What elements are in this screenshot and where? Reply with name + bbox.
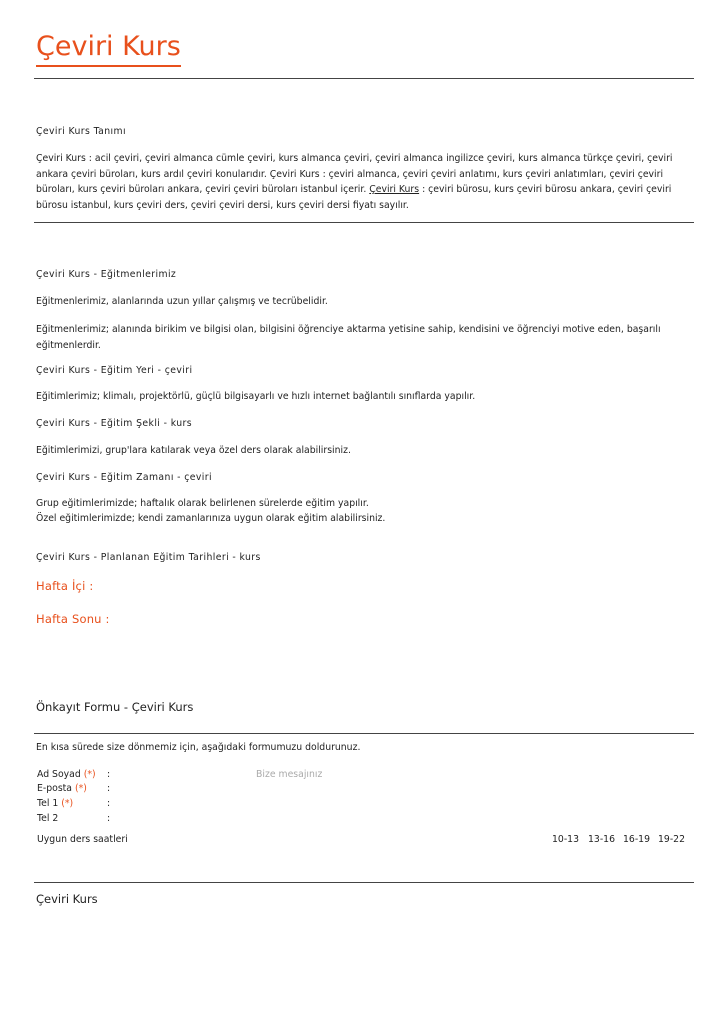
tanim-divider — [34, 222, 694, 223]
form-title: Önkayıt Formu - Çeviri Kurs — [36, 700, 194, 714]
zaman-heading: Çeviri Kurs - Eğitim Zamanı - çeviri — [36, 472, 212, 483]
zaman-line2: Özel eğitimlerimizde; kendi zamanlarınıza uygun olarak eğitim alabilirsiniz. — [36, 513, 386, 524]
yer-heading: Çeviri Kurs - Eğitim Yeri - çeviri — [36, 365, 193, 376]
zaman-line1: Grup eğitimlerimizde; haftalık olarak belirlenen sürelerde eğitim yapılır. — [36, 498, 369, 509]
hafta-ici-label: Hafta İçi : — [36, 579, 94, 593]
tel2-label: Tel 2 — [37, 813, 59, 824]
egitmen-p2: Eğitmenlerimiz; alanında birikim ve bilgisi olan, bilgisini öğrenciye aktarma yetisine sahip, kendisini ve öğrenciyi motive eden, başarılı eğitmenlerdir. — [36, 324, 661, 351]
tanim-text — [36, 151, 686, 213]
tanim-text-before: Çeviri Kurs : acil çeviri, çeviri almanca cümle çeviri, kurs almanca çeviri, çeviri almanca ingilizce çeviri, kurs almanca türkçe çeviri, çeviri ankara çeviri büroları, kurs ardıl çeviri konularıdır. Çeviri Kurs : çeviri almanca, çeviri çeviri anlatımı, kurs çeviri anlatımları, çeviri çeviri büroları, kurs çeviri büroları ankara, çeviri çeviri büroları istanbul içerir. — [36, 153, 673, 195]
hour-option-10-13[interactable]: 10-13 — [552, 834, 580, 845]
hafta-sonu-label: Hafta Sonu : — [36, 612, 110, 626]
ad-soyad-input[interactable] — [118, 768, 248, 780]
egitmen-p1: Eğitmenlerimiz, alanlarında uzun yıllar çalışmış ve tecrübelidir. — [36, 296, 328, 307]
required-mark: (*) — [61, 798, 74, 809]
form-intro: En kısa sürede size dönmemiz için, aşağıdaki formumuzu doldurunuz. — [36, 742, 361, 753]
form-divider — [34, 733, 694, 734]
ceviri-kurs-link[interactable]: Çeviri Kurs — [369, 184, 420, 195]
tel2-input[interactable] — [118, 812, 248, 824]
yer-text: Eğitimlerimiz; klimalı, projektörlü, güçlü bilgisayarlı ve hızlı internet bağlantılı sınıflarda yapılır. — [36, 391, 476, 402]
page-title: Çeviri Kurs — [36, 30, 181, 67]
sekil-heading: Çeviri Kurs - Eğitim Şekli - kurs — [36, 418, 193, 429]
tel1-label: Tel 1 (*) — [37, 798, 74, 809]
hour-option-19-22[interactable]: 19-22 — [658, 834, 686, 845]
hour-option-16-19[interactable]: 16-19 — [623, 834, 651, 845]
tel2-separator: : — [107, 813, 111, 824]
eposta-input[interactable] — [118, 782, 248, 794]
tanim-heading: Çeviri Kurs Tanımı — [36, 126, 126, 137]
tel1-separator: : — [107, 798, 111, 809]
required-mark: (*) — [74, 783, 87, 794]
tel1-input[interactable] — [118, 797, 248, 809]
ad-soyad-separator: : — [107, 769, 111, 780]
eposta-label: E-posta (*) — [37, 783, 87, 794]
footer-divider — [34, 882, 694, 883]
footer-title: Çeviri Kurs — [36, 892, 98, 906]
ad-soyad-label: Ad Soyad (*) — [37, 769, 96, 780]
plan-heading: Çeviri Kurs - Planlanan Eğitim Tarihleri - kurs — [36, 552, 261, 563]
header-divider — [34, 78, 694, 79]
egitmen-heading: Çeviri Kurs - Eğitmenlerimiz — [36, 269, 177, 280]
eposta-separator: : — [107, 783, 111, 794]
hour-option-13-16[interactable]: 13-16 — [588, 834, 616, 845]
message-textarea[interactable]: Bize mesajınız — [256, 769, 323, 780]
tanim-text-after: : çeviri bürosu, kurs çeviri bürosu ankara, çeviri çeviri bürosu istanbul, kurs çeviri ders, çeviri çeviri dersi, kurs çeviri dersi fiyatı sayılır. — [36, 184, 672, 211]
sekil-text: Eğitimlerimizi, grup'lara katılarak veya özel ders olarak alabilirsiniz. — [36, 445, 351, 456]
required-mark: (*) — [83, 769, 96, 780]
hours-label: Uygun ders saatleri — [37, 834, 128, 845]
